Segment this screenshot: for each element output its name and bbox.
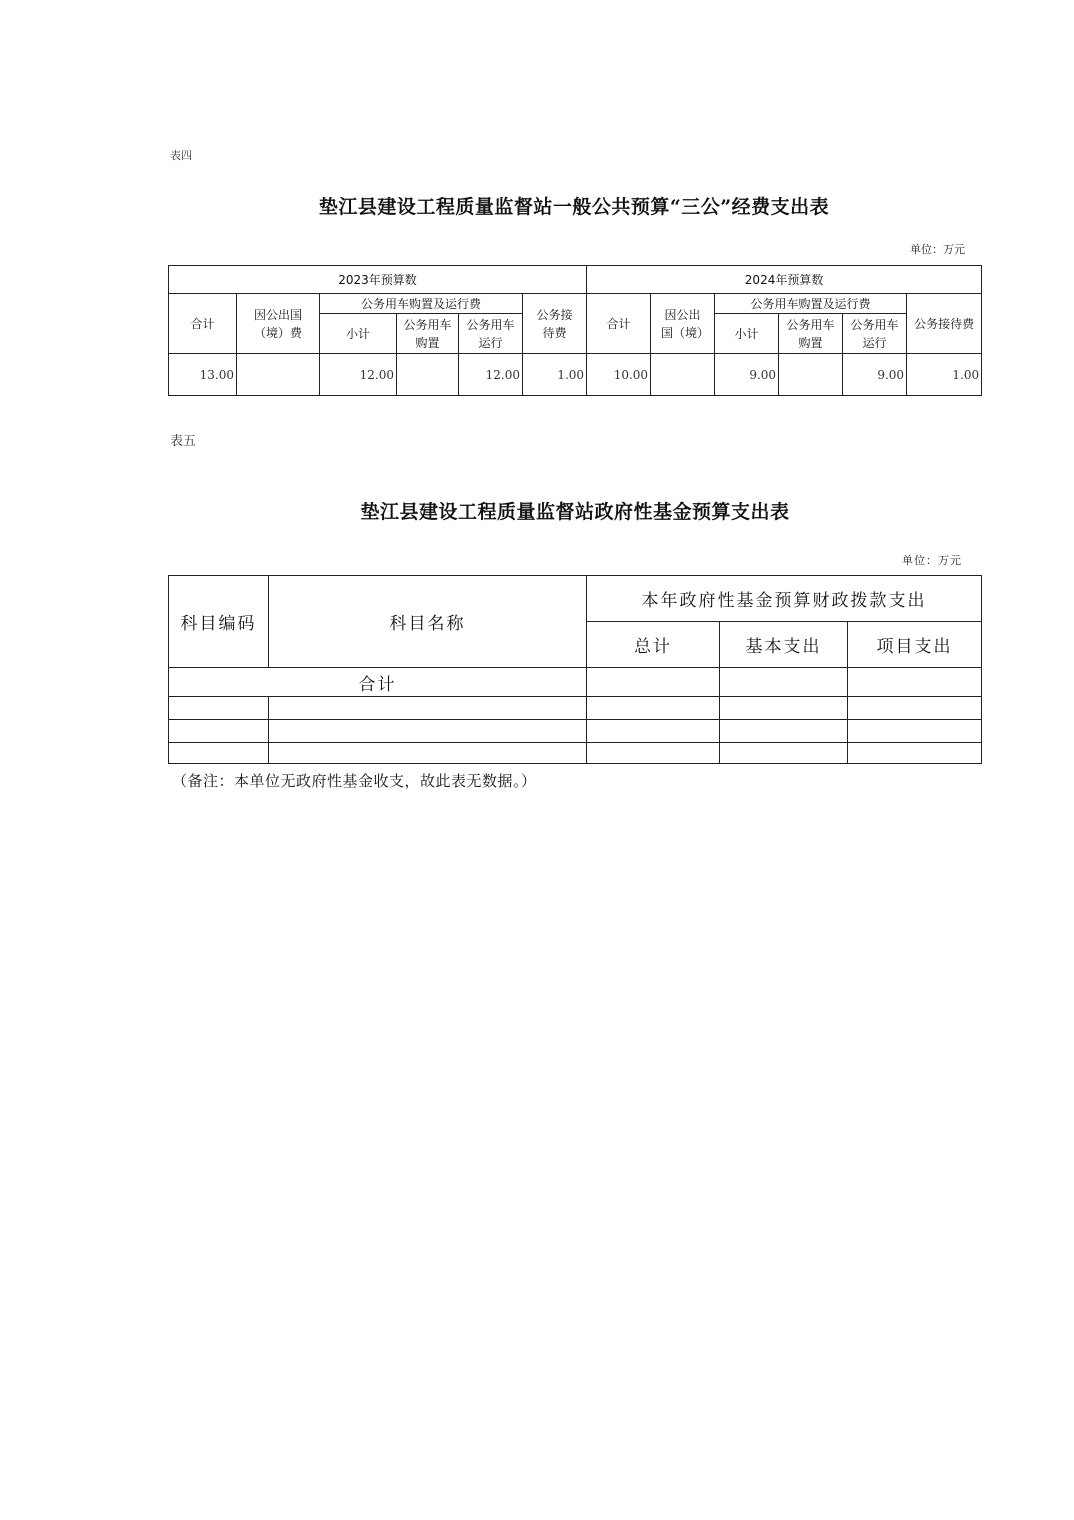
cell-2023-subtotal: 12.00 bbox=[320, 354, 397, 396]
empty-cell bbox=[587, 743, 720, 764]
header-reception-2024: 公务接待费 bbox=[907, 294, 982, 354]
header-subject-code: 科目编码 bbox=[169, 576, 269, 668]
header-basic-expenditure: 基本支出 bbox=[720, 622, 848, 668]
row-total-label: 合计 bbox=[169, 668, 587, 697]
empty-cell bbox=[848, 720, 982, 743]
cell-2024-abroad bbox=[651, 354, 715, 396]
cell-2024-subtotal: 9.00 bbox=[715, 354, 779, 396]
header-total-2023: 合计 bbox=[169, 294, 237, 354]
row-total-basic bbox=[720, 668, 848, 697]
cell-2024-reception: 1.00 bbox=[907, 354, 982, 396]
table5-unit: 单位：万元 bbox=[902, 554, 962, 567]
header-subject-name: 科目名称 bbox=[269, 576, 587, 668]
empty-cell bbox=[720, 743, 848, 764]
empty-cell bbox=[720, 697, 848, 720]
table4-title: 垫江县建设工程质量监督站一般公共预算“三公”经费支出表 bbox=[318, 196, 830, 218]
cell-2023-operation: 12.00 bbox=[459, 354, 523, 396]
header-vehicle-group-2023: 公务用车购置及运行费 bbox=[320, 294, 523, 314]
header-reception-2023: 公务接待费 bbox=[523, 294, 587, 354]
header-fund-expenditure: 本年政府性基金预算财政拨款支出 bbox=[587, 576, 982, 622]
government-fund-table bbox=[168, 575, 982, 764]
header-vehicle-operation-2024: 公务用车运行 bbox=[843, 314, 907, 354]
header-vehicle-operation-2023: 公务用车运行 bbox=[459, 314, 523, 354]
empty-cell bbox=[720, 720, 848, 743]
empty-cell bbox=[169, 743, 269, 764]
header-vehicle-group-2024: 公务用车购置及运行费 bbox=[715, 294, 907, 314]
header-abroad-2023: 因公出国（境）费 bbox=[237, 294, 320, 354]
cell-2023-reception: 1.00 bbox=[523, 354, 587, 396]
cell-2023-abroad bbox=[237, 354, 320, 396]
empty-cell bbox=[587, 720, 720, 743]
header-total-2024: 合计 bbox=[587, 294, 651, 354]
cell-2023-purchase bbox=[397, 354, 459, 396]
table5-note: （备注：本单位无政府性基金收支，故此表无数据。） bbox=[172, 772, 537, 790]
header-subtotal-2023: 小计 bbox=[320, 314, 397, 354]
header-abroad-2024: 因公出国（境） bbox=[651, 294, 715, 354]
empty-cell bbox=[848, 743, 982, 764]
table5-tag: 表五 bbox=[170, 434, 197, 449]
header-project-expenditure: 项目支出 bbox=[848, 622, 982, 668]
empty-cell bbox=[169, 697, 269, 720]
cell-2024-purchase bbox=[779, 354, 843, 396]
three-public-expenses-table bbox=[168, 265, 982, 396]
row-total-project bbox=[848, 668, 982, 697]
table4-unit: 单位：万元 bbox=[910, 243, 965, 256]
year-2023-header: 2023年预算数 bbox=[169, 266, 587, 294]
empty-cell bbox=[269, 743, 587, 764]
empty-cell bbox=[269, 697, 587, 720]
year-2024-header: 2024年预算数 bbox=[587, 266, 982, 294]
header-vehicle-purchase-2023: 公务用车购置 bbox=[397, 314, 459, 354]
table5-title: 垫江县建设工程质量监督站政府性基金预算支出表 bbox=[360, 501, 790, 523]
empty-cell bbox=[848, 697, 982, 720]
table4-tag: 表四 bbox=[170, 149, 192, 162]
cell-2023-total: 13.00 bbox=[169, 354, 237, 396]
header-vehicle-purchase-2024: 公务用车购置 bbox=[779, 314, 843, 354]
header-subtotal-2024: 小计 bbox=[715, 314, 779, 354]
cell-2024-operation: 9.00 bbox=[843, 354, 907, 396]
header-grand-total: 总计 bbox=[587, 622, 720, 668]
empty-cell bbox=[269, 720, 587, 743]
empty-cell bbox=[169, 720, 269, 743]
cell-2024-total: 10.00 bbox=[587, 354, 651, 396]
empty-cell bbox=[587, 697, 720, 720]
row-total-grand bbox=[587, 668, 720, 697]
